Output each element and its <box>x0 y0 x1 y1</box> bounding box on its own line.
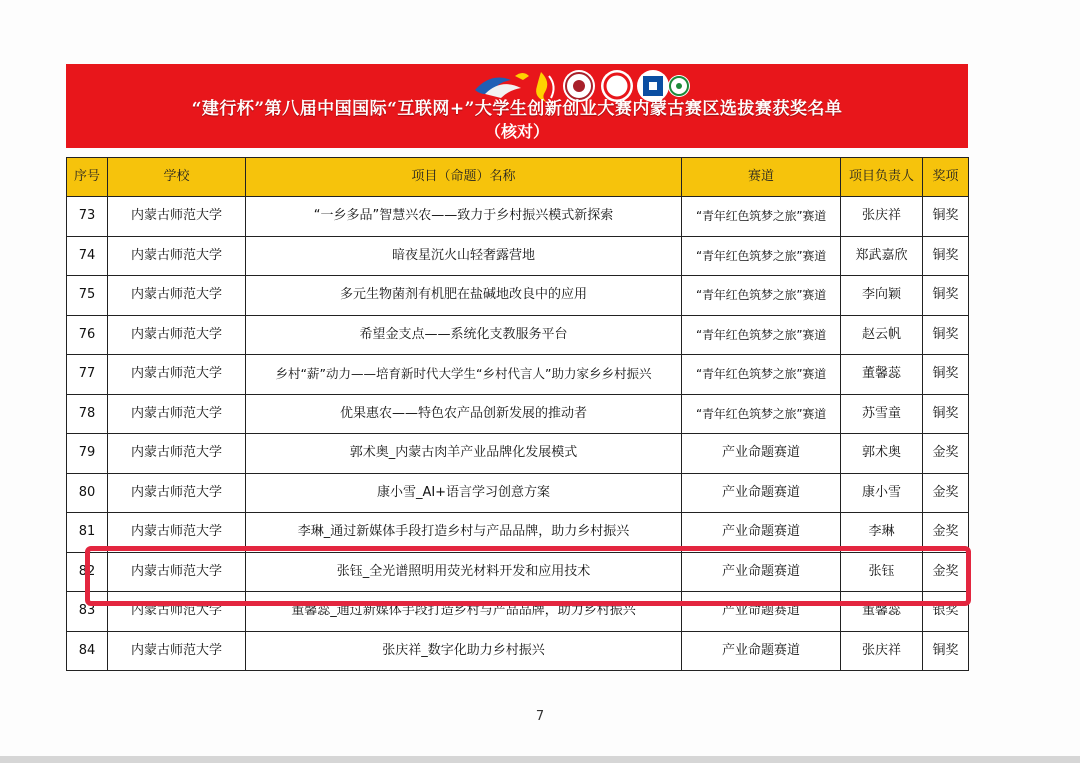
table-row <box>67 236 969 276</box>
cell-leader: 郭术奥 <box>841 434 923 474</box>
green-seal-icon <box>668 75 690 97</box>
cell-award: 铜奖 <box>923 631 969 671</box>
table-row <box>67 513 969 553</box>
cell-leader: 苏雪童 <box>841 394 923 434</box>
table-row <box>67 434 969 474</box>
cell-track: “青年红色筑梦之旅”赛道 <box>682 315 841 355</box>
cell-track: 产业命题赛道 <box>682 513 841 553</box>
title-banner <box>66 64 968 148</box>
cell-school: 内蒙古师范大学 <box>108 394 246 434</box>
cell-project: 乡村“薪”动力——培育新时代大学生“乡村代言人”助力家乡乡村振兴 <box>246 355 682 395</box>
cell-track: 产业命题赛道 <box>682 592 841 632</box>
cell-school: 内蒙古师范大学 <box>108 276 246 316</box>
cell-project: 希望金支点——系统化支教服务平台 <box>246 315 682 355</box>
cell-index: 81 <box>67 513 108 553</box>
table-row <box>67 473 969 513</box>
table-row-highlighted <box>67 552 969 592</box>
table-header-row <box>67 158 969 197</box>
table-row <box>67 394 969 434</box>
cell-school: 内蒙古师范大学 <box>108 592 246 632</box>
cell-index: 75 <box>67 276 108 316</box>
cell-leader: 张庆祥 <box>841 197 923 237</box>
cell-index: 83 <box>67 592 108 632</box>
cell-leader: 张钰 <box>841 552 923 592</box>
cell-track: 产业命题赛道 <box>682 631 841 671</box>
cell-project: “一乡多品”智慧兴农——致力于乡村振兴模式新探索 <box>246 197 682 237</box>
cell-award: 铜奖 <box>923 276 969 316</box>
cell-award: 金奖 <box>923 513 969 553</box>
header-track: 赛道 <box>682 158 841 197</box>
cell-track: “青年红色筑梦之旅”赛道 <box>682 394 841 434</box>
cell-leader: 李琳 <box>841 513 923 553</box>
table-row <box>67 276 969 316</box>
cell-school: 内蒙古师范大学 <box>108 434 246 474</box>
cell-project: 董馨蕊_通过新媒体手段打造乡村与产品品牌，助力乡村振兴 <box>246 592 682 632</box>
cell-award: 铜奖 <box>923 197 969 237</box>
cell-school: 内蒙古师范大学 <box>108 473 246 513</box>
cell-project: 康小雪_AI+语言学习创意方案 <box>246 473 682 513</box>
cell-award: 金奖 <box>923 552 969 592</box>
header-index: 序号 <box>67 158 108 197</box>
cell-award: 银奖 <box>923 592 969 632</box>
cell-index: 74 <box>67 236 108 276</box>
cell-leader: 董馨蕊 <box>841 592 923 632</box>
cell-index: 76 <box>67 315 108 355</box>
cell-award: 铜奖 <box>923 355 969 395</box>
cell-project: 优果惠农——特色农产品创新发展的推动者 <box>246 394 682 434</box>
cell-award: 金奖 <box>923 473 969 513</box>
cell-project: 李琳_通过新媒体手段打造乡村与产品品牌，助力乡村振兴 <box>246 513 682 553</box>
competition-logo-icon <box>475 73 529 98</box>
cell-school: 内蒙古师范大学 <box>108 197 246 237</box>
cell-award: 金奖 <box>923 434 969 474</box>
table-row <box>67 592 969 632</box>
awards-table <box>66 157 969 671</box>
table-row <box>67 315 969 355</box>
header-award: 奖项 <box>923 158 969 197</box>
cell-index: 79 <box>67 434 108 474</box>
cell-school: 内蒙古师范大学 <box>108 631 246 671</box>
cell-award: 铜奖 <box>923 394 969 434</box>
cell-award: 铜奖 <box>923 236 969 276</box>
cell-index: 84 <box>67 631 108 671</box>
cell-track: “青年红色筑梦之旅”赛道 <box>682 197 841 237</box>
banner-title: “建行杯”第八届中国国际“互联网+”大学生创新创业大赛内蒙古赛区选拔赛获奖名单 <box>191 99 843 119</box>
cell-track: “青年红色筑梦之旅”赛道 <box>682 355 841 395</box>
cell-track: 产业命题赛道 <box>682 552 841 592</box>
cell-school: 内蒙古师范大学 <box>108 315 246 355</box>
cell-project: 暗夜星沉火山轻奢露营地 <box>246 236 682 276</box>
cell-leader: 张庆祥 <box>841 631 923 671</box>
cell-leader: 李向颖 <box>841 276 923 316</box>
header-school: 学校 <box>108 158 246 197</box>
header-project: 项目（命题）名称 <box>246 158 682 197</box>
cell-leader: 赵云帆 <box>841 315 923 355</box>
cell-track: 产业命题赛道 <box>682 434 841 474</box>
table-row <box>67 355 969 395</box>
cell-school: 内蒙古师范大学 <box>108 552 246 592</box>
cell-project: 多元生物菌剂有机肥在盐碱地改良中的应用 <box>246 276 682 316</box>
cell-project: 张钰_全光谱照明用荧光材料开发和应用技术 <box>246 552 682 592</box>
cell-track: “青年红色筑梦之旅”赛道 <box>682 236 841 276</box>
cell-index: 82 <box>67 552 108 592</box>
cell-school: 内蒙古师范大学 <box>108 513 246 553</box>
bottom-divider <box>0 756 1080 763</box>
cell-leader: 董馨蕊 <box>841 355 923 395</box>
cell-track: 产业命题赛道 <box>682 473 841 513</box>
header-leader: 项目负责人 <box>841 158 923 197</box>
banner-subtitle: （核对） <box>484 122 549 141</box>
cell-leader: 康小雪 <box>841 473 923 513</box>
cell-school: 内蒙古师范大学 <box>108 236 246 276</box>
cell-index: 77 <box>67 355 108 395</box>
cell-award: 铜奖 <box>923 315 969 355</box>
cell-index: 78 <box>67 394 108 434</box>
cell-project: 郭术奥_内蒙古肉羊产业品牌化发展模式 <box>246 434 682 474</box>
cell-track: “青年红色筑梦之旅”赛道 <box>682 276 841 316</box>
cell-index: 80 <box>67 473 108 513</box>
cell-school: 内蒙古师范大学 <box>108 355 246 395</box>
page-number: 7 <box>535 709 545 724</box>
cell-index: 73 <box>67 197 108 237</box>
table-row <box>67 631 969 671</box>
cell-leader: 郑武嘉欣 <box>841 236 923 276</box>
cell-project: 张庆祥_数字化助力乡村振兴 <box>246 631 682 671</box>
table-row <box>67 197 969 237</box>
